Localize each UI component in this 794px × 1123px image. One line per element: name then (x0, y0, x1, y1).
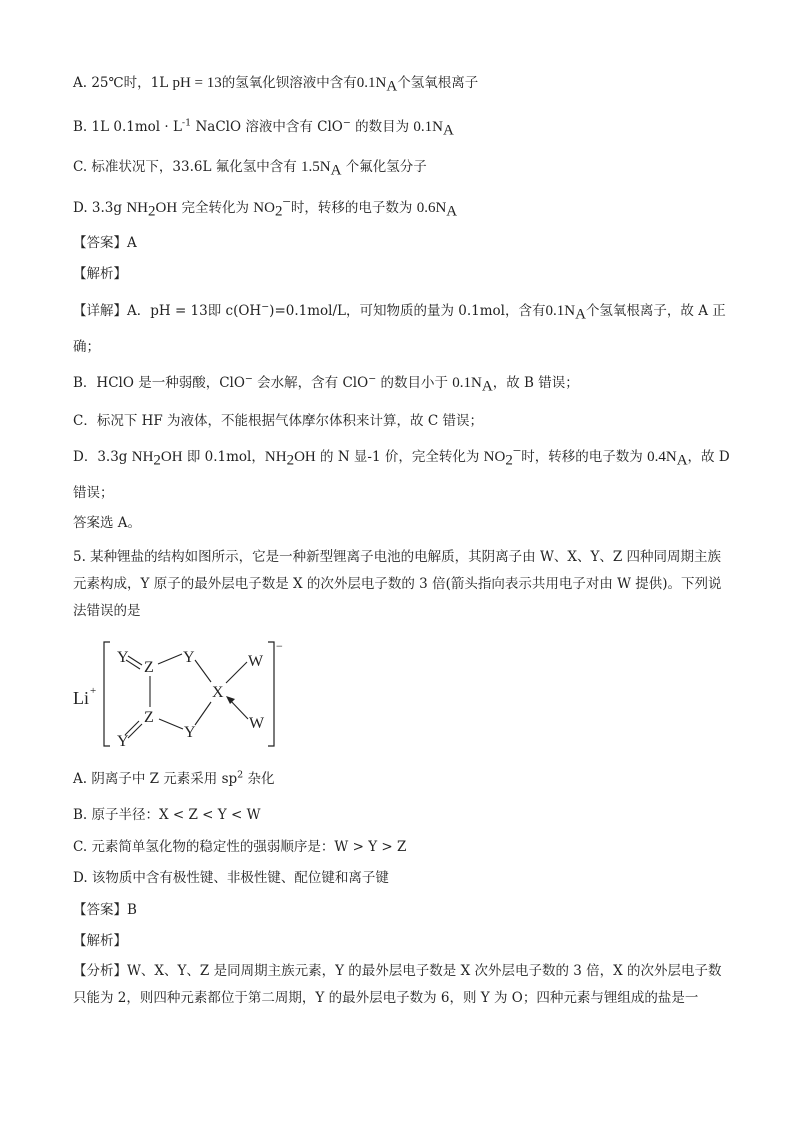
q4-detail-b-post: 的数目小于 (376, 375, 453, 391)
q4-option-d-nitrite-sub: 2 (274, 203, 283, 220)
atom-w-top: W (248, 653, 264, 670)
q4-detail-d-pre: D．3.3g (73, 449, 132, 465)
q4-detail-a (73, 301, 733, 323)
q4-option-a-pre: A. 25℃时，1L (73, 75, 173, 91)
q4-option-a-amount: 0.1N (356, 75, 387, 91)
q4-option-c (73, 158, 733, 179)
q4-option-d-formula-post: OH (155, 200, 178, 216)
q4-conclusion: 答案选 A。 (73, 515, 142, 531)
atom-z-bottom: Z (144, 709, 154, 726)
atom-w-bottom: W (249, 715, 265, 732)
q4-option-d-formula: NH (126, 200, 148, 216)
q4-option-d (73, 194, 733, 220)
right-bracket (268, 642, 274, 746)
q4-detail-a-amount: 0.1N (545, 303, 576, 319)
q4-detail-d-tail: ，故 D (687, 449, 730, 465)
atom-z-top: Z (144, 659, 154, 676)
q4-option-b (73, 117, 733, 139)
q4-option-b-sup: -1 (181, 117, 192, 129)
q5-stem: 5. 某种锂盐的结构如图所示，它是一种新型锂离子电池的电解质，其阴离子由 W、X、Y、Z 四种同周期主族元素构成，Y 原子的最外层电子数是 X 的次外层电子数的 3 倍(箭头指向表示共用电子对由 W 提供)。下列说法错误的是 (73, 549, 722, 619)
q4-detail-d-line2: 错误； (73, 485, 114, 501)
q4-option-d-post: 时，转移的电子数为 (290, 200, 417, 216)
atom-x: X (212, 684, 224, 701)
q4-option-a-post: 的氢氧化钡溶液中含有 (221, 75, 357, 91)
q4-option-c-amount: 1.5N (301, 159, 331, 175)
q5-answer: 【答案】B (73, 902, 137, 918)
atom-y-top: Y (183, 649, 195, 666)
q4-detail-a-sup: − (261, 301, 270, 313)
q4-option-d-formula-sub: 2 (148, 203, 156, 220)
q4-option-b-sub: A (443, 122, 454, 139)
q4-detail-d-formula1-sub: 2 (153, 452, 161, 469)
bond-x-w-top (226, 662, 247, 683)
q4-analysis-title: 【解析】 (73, 266, 127, 282)
q4-detail-d-formula1: NH (131, 449, 154, 465)
q4-detail-d-sub: A (676, 452, 688, 469)
q5-structure-diagram (70, 636, 290, 754)
q4-detail-b (73, 373, 733, 395)
q4-option-a (73, 74, 733, 95)
q4-detail-a-text2: )=0.1mol/L，可知物质的量为 0.1mol，含有 (269, 303, 546, 319)
q4-option-c-post: 个氟化氢分子 (341, 159, 427, 175)
li-cation: Li (73, 688, 89, 708)
q4-option-b-amount: 0.1N (413, 119, 443, 135)
q4-option-a-ph: pH = 13 (172, 75, 222, 91)
q4-option-d-nitrite: NO (253, 200, 275, 216)
atom-y-bottom: Y (184, 724, 196, 741)
q5-option-a-sup: 2 (237, 769, 244, 781)
left-bracket (104, 642, 110, 746)
q4-detail-tag: 【详解】 (73, 303, 127, 319)
q5-option-c: C. 元素简单氢化物的稳定性的强弱顺序是：W > Y > Z (73, 839, 407, 855)
bond-double-bottom-a (128, 724, 142, 738)
q4-detail-a-line2: 确； (73, 339, 100, 355)
q4-detail-a-text3: 个氢氧根离子，故 A 正 (585, 303, 726, 319)
q4-option-a-sub: A (386, 78, 398, 95)
q4-detail-a-text1: A．pH = 13即 c(OH (127, 303, 262, 319)
q5-analysis-title: 【解析】 (73, 933, 127, 949)
q5-option-b: B. 原子半径：X < Z < Y < W (73, 807, 261, 823)
q4-option-d-nitrite-sup: − (282, 194, 291, 211)
q4-option-b-mid: NaClO 溶液中含有 ClO (191, 119, 343, 135)
q5-analysis: 【分析】W、X、Y、Z 是同周期主族元素，Y 的最外层电子数是 X 次外层电子数的 3 倍，X 的次外层电子数只能为 2，则四种元素都位于第二周期，Y 的最外层电子数为 6，则 Y 为 O；四种元素与锂组成的盐是一 (73, 963, 722, 1006)
bond-double-top-a (128, 656, 142, 665)
q4-option-d-amount: 0.6N (416, 200, 447, 216)
q4-detail-d-nitrite: NO (483, 449, 506, 465)
q4-detail-d-amount: 0.4N (647, 449, 677, 465)
q5-option-a-pre: A. 阴离子中 Z 元素采用 sp (73, 771, 238, 787)
q4-detail-d-nitrite-sub: 2 (505, 452, 513, 469)
q4-detail-a-sub: A (575, 306, 586, 323)
q4-detail-d-mid1: 即 0.1mol， (182, 449, 265, 465)
anion-charge: − (276, 639, 283, 653)
q4-detail-c: C．标况下 HF 为液体，不能根据气体摩尔体积来计算，故 C 错误； (73, 413, 483, 429)
q4-detail-b-amount: 0.1N (452, 375, 482, 391)
q4-detail-d-formula1-post: OH (160, 449, 183, 465)
q4-detail-b-mid: 会水解，含有 ClO (252, 375, 369, 391)
q4-detail-b-sup2: − (368, 373, 377, 385)
q5-option-a (73, 770, 733, 788)
q4-detail-d-nitrite-sup: − (512, 443, 522, 460)
atom-y-top-left: Y (117, 649, 129, 666)
bond-z-y-top (158, 654, 182, 664)
q4-detail-d (73, 443, 733, 469)
q4-option-b-post: 的数目为 (350, 119, 414, 135)
q4-option-d-mid: 完全转化为 (177, 200, 254, 216)
q4-detail-d-mid2: 的 N 显-1 价，完全转化为 (315, 449, 484, 465)
q4-option-a-tail: 个氢氧根离子 (397, 75, 479, 91)
q4-detail-d-formula2-sub: 2 (286, 452, 295, 469)
atom-y-bottom-left: Y (117, 733, 129, 750)
bond-y-x-top (195, 660, 211, 682)
q4-option-b-sup2: − (342, 117, 351, 129)
q4-option-c-sub: A (330, 162, 342, 179)
q4-option-b-pre: B. 1L 0.1mol · L (73, 119, 182, 135)
q4-option-d-sub: A (446, 203, 458, 220)
q4-detail-b-sub: A (481, 378, 493, 395)
bond-double-bottom-b (125, 721, 139, 735)
q4-detail-b-pre: B．HClO 是一种弱酸，ClO (73, 375, 245, 391)
q4-detail-d-mid3: 时，转移的电子数为 (521, 449, 648, 465)
li-cation-charge: + (90, 685, 97, 697)
q4-detail-b-tail: ，故 B 错误； (492, 375, 579, 391)
bond-z-y-bottom (159, 719, 183, 729)
q5-option-d: D. 该物质中含有极性键、非极性键、配位键和离子键 (73, 870, 389, 886)
q4-answer: 【答案】A (73, 235, 137, 251)
q4-option-c-pre: C. 标准状况下，33.6L 氟化氢中含有 (73, 159, 302, 175)
bond-y-x-bottom (195, 702, 211, 725)
q4-detail-d-formula2-post: OH (294, 449, 316, 465)
coordinate-arrow-head (226, 696, 235, 704)
q4-detail-b-sup: − (244, 373, 253, 385)
q4-option-d-pre: D. 3.3g (73, 200, 127, 216)
q4-detail-d-formula2: NH (264, 449, 287, 465)
q5-option-a-post: 杂化 (243, 771, 275, 787)
